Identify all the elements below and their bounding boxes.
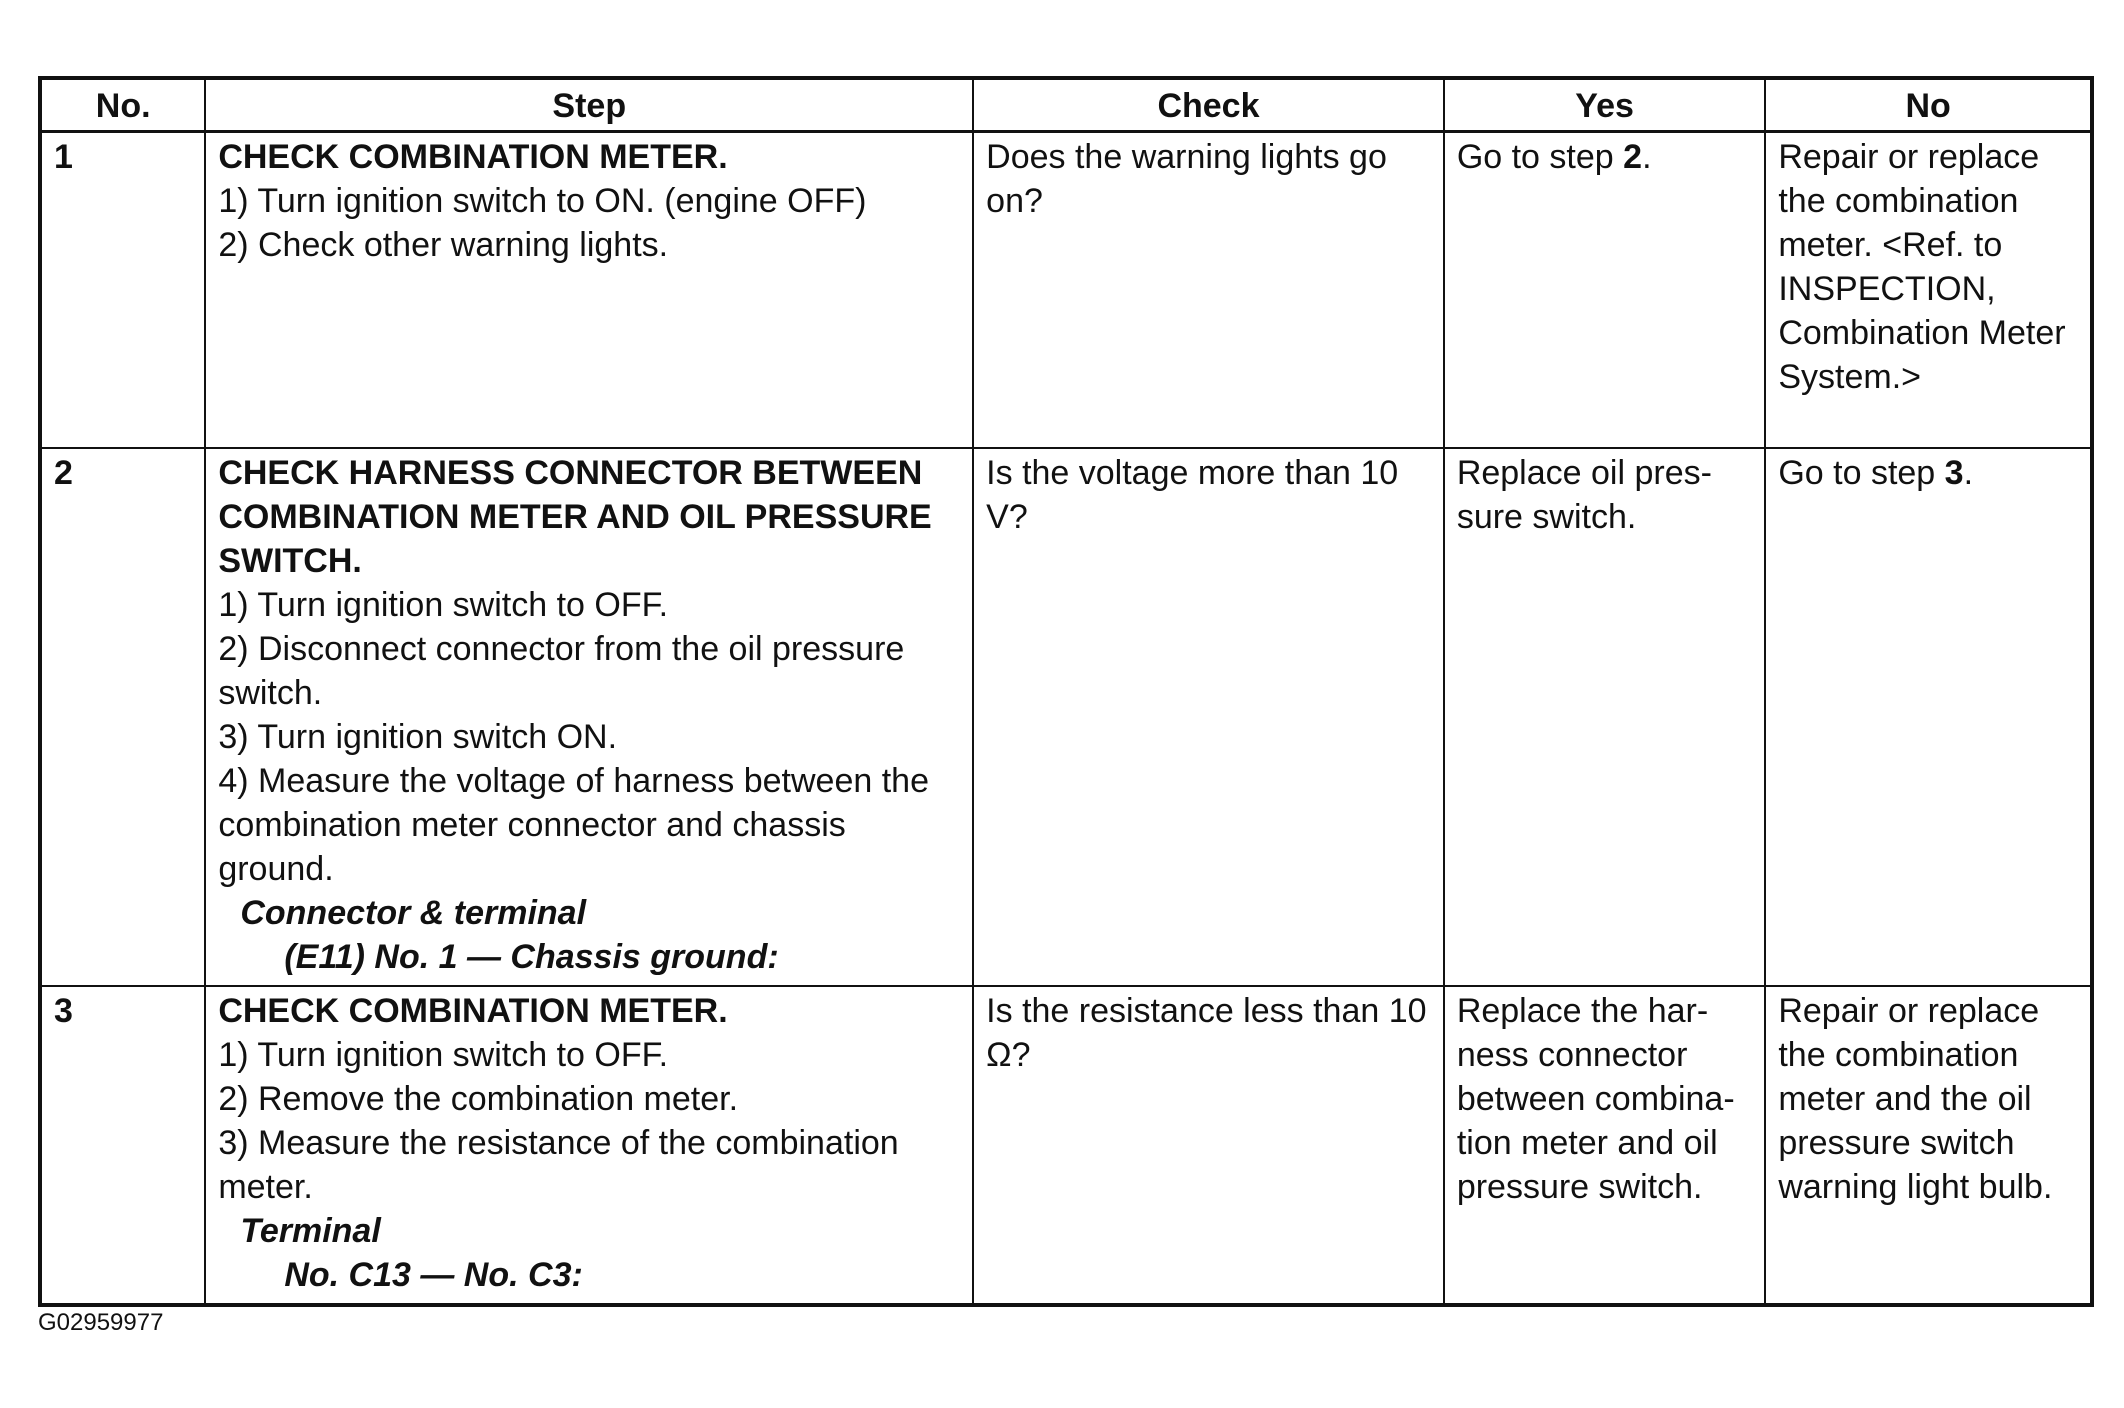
yes-text: Replace oil pres-sure switch. bbox=[1456, 454, 1712, 536]
step-number-text: 2 bbox=[54, 454, 73, 492]
no-text: Go to step bbox=[1778, 454, 1945, 492]
step-title: CHECK COMBINATION METER. bbox=[218, 138, 728, 176]
check-cell: Is the voltage more than 10 V? bbox=[973, 448, 1444, 986]
step-number-text: 1 bbox=[54, 138, 73, 176]
table-row bbox=[40, 132, 2092, 449]
step-line: 1) Turn ignition switch to ON. (engine OFF) bbox=[218, 182, 867, 220]
header-no: No. bbox=[40, 78, 205, 132]
step-cell bbox=[205, 132, 973, 449]
yes-cell bbox=[1444, 448, 1766, 986]
step-cell bbox=[205, 986, 973, 1305]
spec-value: (E11) No. 1 — Chassis ground: bbox=[284, 938, 779, 976]
step-number bbox=[40, 448, 205, 986]
table-row bbox=[40, 986, 2092, 1305]
step-number bbox=[40, 132, 205, 449]
step-number bbox=[40, 986, 205, 1305]
step-cell bbox=[205, 448, 973, 986]
yes-cell bbox=[1444, 986, 1766, 1305]
step-number-text: 3 bbox=[54, 992, 73, 1030]
header-row bbox=[40, 78, 2092, 132]
yes-cell: Go to step 2. bbox=[1444, 132, 1766, 449]
header-check: Check bbox=[973, 78, 1444, 132]
figure-id: G02959977 bbox=[38, 1309, 164, 1336]
no-text: Repair or replace the combination meter. <Ref. to INSPECTION, Combination Meter System.> bbox=[1778, 138, 2066, 396]
step-title: CHECK COMBINATION METER. bbox=[218, 992, 728, 1030]
no-cell: Go to step 3. bbox=[1765, 448, 2092, 986]
yes-text: Replace the har-ness connector between combina-tion meter and oil pressure switch. bbox=[1456, 992, 1735, 1206]
no-cell bbox=[1765, 986, 2092, 1305]
check-cell: Is the resistance less than 10 Ω? bbox=[973, 986, 1444, 1305]
table-row bbox=[40, 448, 2092, 986]
spec-heading: Terminal bbox=[240, 1212, 381, 1250]
step-line: 3) Turn ignition switch ON. bbox=[218, 718, 618, 756]
step-line: 2) Disconnect connector from the oil pressure switch. bbox=[218, 630, 905, 712]
yes-step-ref: 2 bbox=[1623, 138, 1643, 176]
step-line: 1) Turn ignition switch to OFF. bbox=[218, 586, 669, 624]
step-line: 4) Measure the voltage of harness between the combination meter connector and chassis ground. bbox=[218, 762, 929, 888]
yes-text: Go to step bbox=[1456, 138, 1624, 176]
no-text: Repair or replace the combination meter and the oil pressure switch warning light bulb. bbox=[1778, 992, 2053, 1206]
step-line: 3) Measure the resistance of the combination meter. bbox=[218, 1124, 899, 1206]
step-line: 1) Turn ignition switch to OFF. bbox=[218, 1036, 669, 1074]
no-step-ref: 3 bbox=[1944, 454, 1964, 492]
spec-value: No. C13 — No. C3: bbox=[284, 1256, 583, 1294]
spec-heading: Connector & terminal bbox=[240, 894, 587, 932]
no-cell bbox=[1765, 132, 2092, 449]
check-cell: Does the warning lights go on? bbox=[973, 132, 1444, 449]
step-title: CHECK HARNESS CONNECTOR BETWEEN COMBINATION METER AND OIL PRESSURE SWITCH. bbox=[218, 454, 932, 580]
step-line: 2) Remove the combination meter. bbox=[218, 1080, 739, 1118]
step-line: 2) Check other warning lights. bbox=[218, 226, 669, 264]
header-step: Step bbox=[205, 78, 973, 132]
diagnostic-table bbox=[38, 76, 2094, 1307]
header-no-result: No bbox=[1765, 78, 2092, 132]
header-yes: Yes bbox=[1444, 78, 1766, 132]
